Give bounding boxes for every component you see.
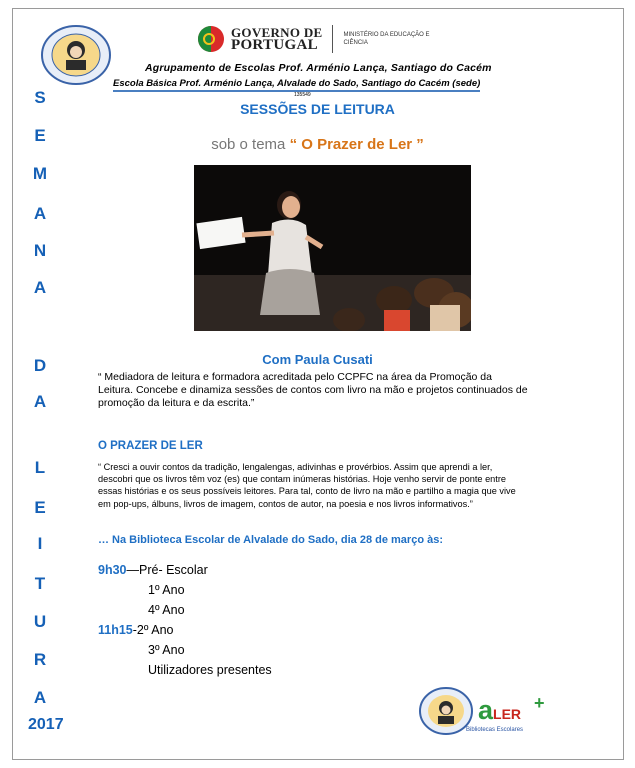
aler-plus: +	[534, 693, 545, 713]
school-group-name: Agrupamento de Escolas Prof. Arménio Lança, Santiago do Cacém	[145, 62, 492, 74]
vertical-letter: I	[37, 534, 43, 553]
schedule-group: 4º Ano	[148, 603, 185, 617]
subtitle-prefix: sob o tema	[211, 136, 286, 153]
aler-ler: LER	[493, 706, 522, 722]
schedule-group: Utilizadores presentes	[148, 663, 272, 677]
schedule-time: 11h15	[98, 623, 133, 637]
vertical-letter: M	[32, 164, 48, 183]
vertical-letter: A	[33, 278, 47, 297]
ministry-label: MINISTÉRIO DA EDUCAÇÃO E CIÊNCIA	[343, 32, 430, 46]
venue-line: … Na Biblioteca Escolar de Alvalade do Sado, dia 28 de março às:	[98, 534, 443, 546]
schedule-group: -2º Ano	[132, 623, 174, 637]
vertical-letter: R	[33, 650, 47, 669]
presenter-name: Com Paula Cusati	[262, 352, 373, 367]
vertical-letter: S	[34, 88, 46, 107]
year: 2017	[28, 716, 64, 733]
portugal-flag-icon	[197, 24, 225, 54]
vertical-letter: E	[34, 498, 46, 517]
subtitle	[0, 136, 635, 153]
gov-line2: PORTUGAL	[231, 37, 318, 53]
storyteller-photo	[194, 165, 471, 331]
schedule-group: —Pré- Escolar	[126, 563, 208, 577]
presenter-quote: “ Cresci a ouvir contos da tradição, lengalengas, adivinhas e provérbios. Assim que aprendi a ler, descobri que os livros têm voz (es) que contam inúmeras histórias. Hoje venho servir de ponte entre essas histórias e os seus possíveis leitores. Para tal, conto de livro na mão e partilho a magia que vive em pop-ups, álbuns, livros de imagem, contos de autor, na poesia e nos livros informativos.”	[98, 462, 516, 509]
vertical-letter: D	[33, 356, 47, 375]
vertical-letter: A	[33, 392, 47, 411]
government-logo	[197, 24, 433, 54]
vertical-letter: N	[33, 241, 47, 260]
schedule-group: 3º Ano	[148, 643, 185, 657]
vertical-letter: L	[34, 458, 46, 477]
schedule-group: 1º Ano	[148, 583, 185, 597]
schedule-row	[98, 623, 173, 637]
school-crest-logo	[40, 24, 112, 86]
school-code: 135549	[294, 92, 311, 98]
vertical-letter: E	[34, 126, 46, 145]
schedule-time: 9h30	[98, 563, 127, 577]
vertical-letter: A	[33, 688, 47, 707]
gov-line1: GOVERNO DE	[231, 25, 323, 40]
rede-bibliotecas-logo	[466, 693, 545, 733]
section-heading: O PRAZER DE LER	[98, 440, 203, 452]
page-title: SESSÕES DE LEITURA	[240, 101, 395, 117]
vertical-letter: A	[33, 204, 47, 223]
aler-subtitle: Bibliotecas Escolares	[466, 727, 524, 733]
vertical-letter: U	[33, 612, 47, 631]
schedule-row	[98, 563, 208, 577]
vertical-letter: T	[34, 574, 46, 593]
divider	[332, 25, 333, 53]
aler-a: a	[478, 695, 494, 725]
presenter-bio: “ Mediadora de leitura e formadora acreditada pelo CCPFC na área da Promoção da Leitura. Concebe e dinamiza sessões de contos com livro na mão e projetos continuados de promoção da leitura e da escrita.”	[98, 371, 528, 409]
subtitle-theme: “ O Prazer de Ler ”	[289, 136, 424, 153]
school-name: Escola Básica Prof. Arménio Lança, Alvalade do Sado, Santiago do Cacém (sede)	[113, 78, 480, 92]
